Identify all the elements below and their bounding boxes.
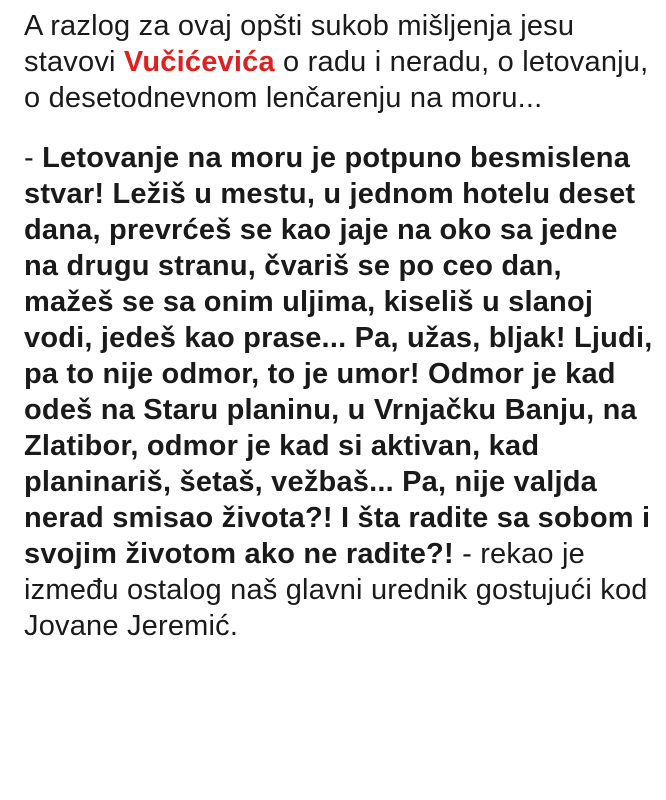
quote-attribution: - rekao je između ostalog naš glavni urednik gostujući kod Jovane Jeremić.: [24, 538, 648, 642]
bold-quote: Letovanje na moru je potpuno besmislena stvar! Ležiš u mestu, u jednom hotelu deset dana, prevrćeš se kao jaje na oko sa jedne na drugu stranu, čvariš se po ceo dan, mažeš se sa onim uljima, kiseliš u slanoj vodi, jedeš kao prase... Pa, užas, bljak! Ljudi, pa to nije odmor, to je umor! Odmor je kad odeš na Staru planinu, u Vrnjačku Banju, na Zlatibor, odmor je kad si aktivan, kad planinariš, šetaš, vežbaš... Pa, nije valjda nerad smisao života?! I šta radite sa sobom i svojim životom ako ne radite?!: [24, 142, 653, 570]
intro-text-before: A razlog za ovaj opšti sukob mišljenja jesu stavovi: [24, 10, 575, 78]
highlighted-name-link[interactable]: Vučićevića: [123, 46, 275, 78]
intro-paragraph: [24, 8, 654, 116]
article-body: [24, 8, 654, 644]
quote-dash: -: [24, 142, 43, 174]
quote-paragraph: [24, 140, 654, 644]
intro-text-after: o radu i neradu, o letovanju, o desetodnevnom lenčarenju na moru...: [24, 46, 649, 114]
